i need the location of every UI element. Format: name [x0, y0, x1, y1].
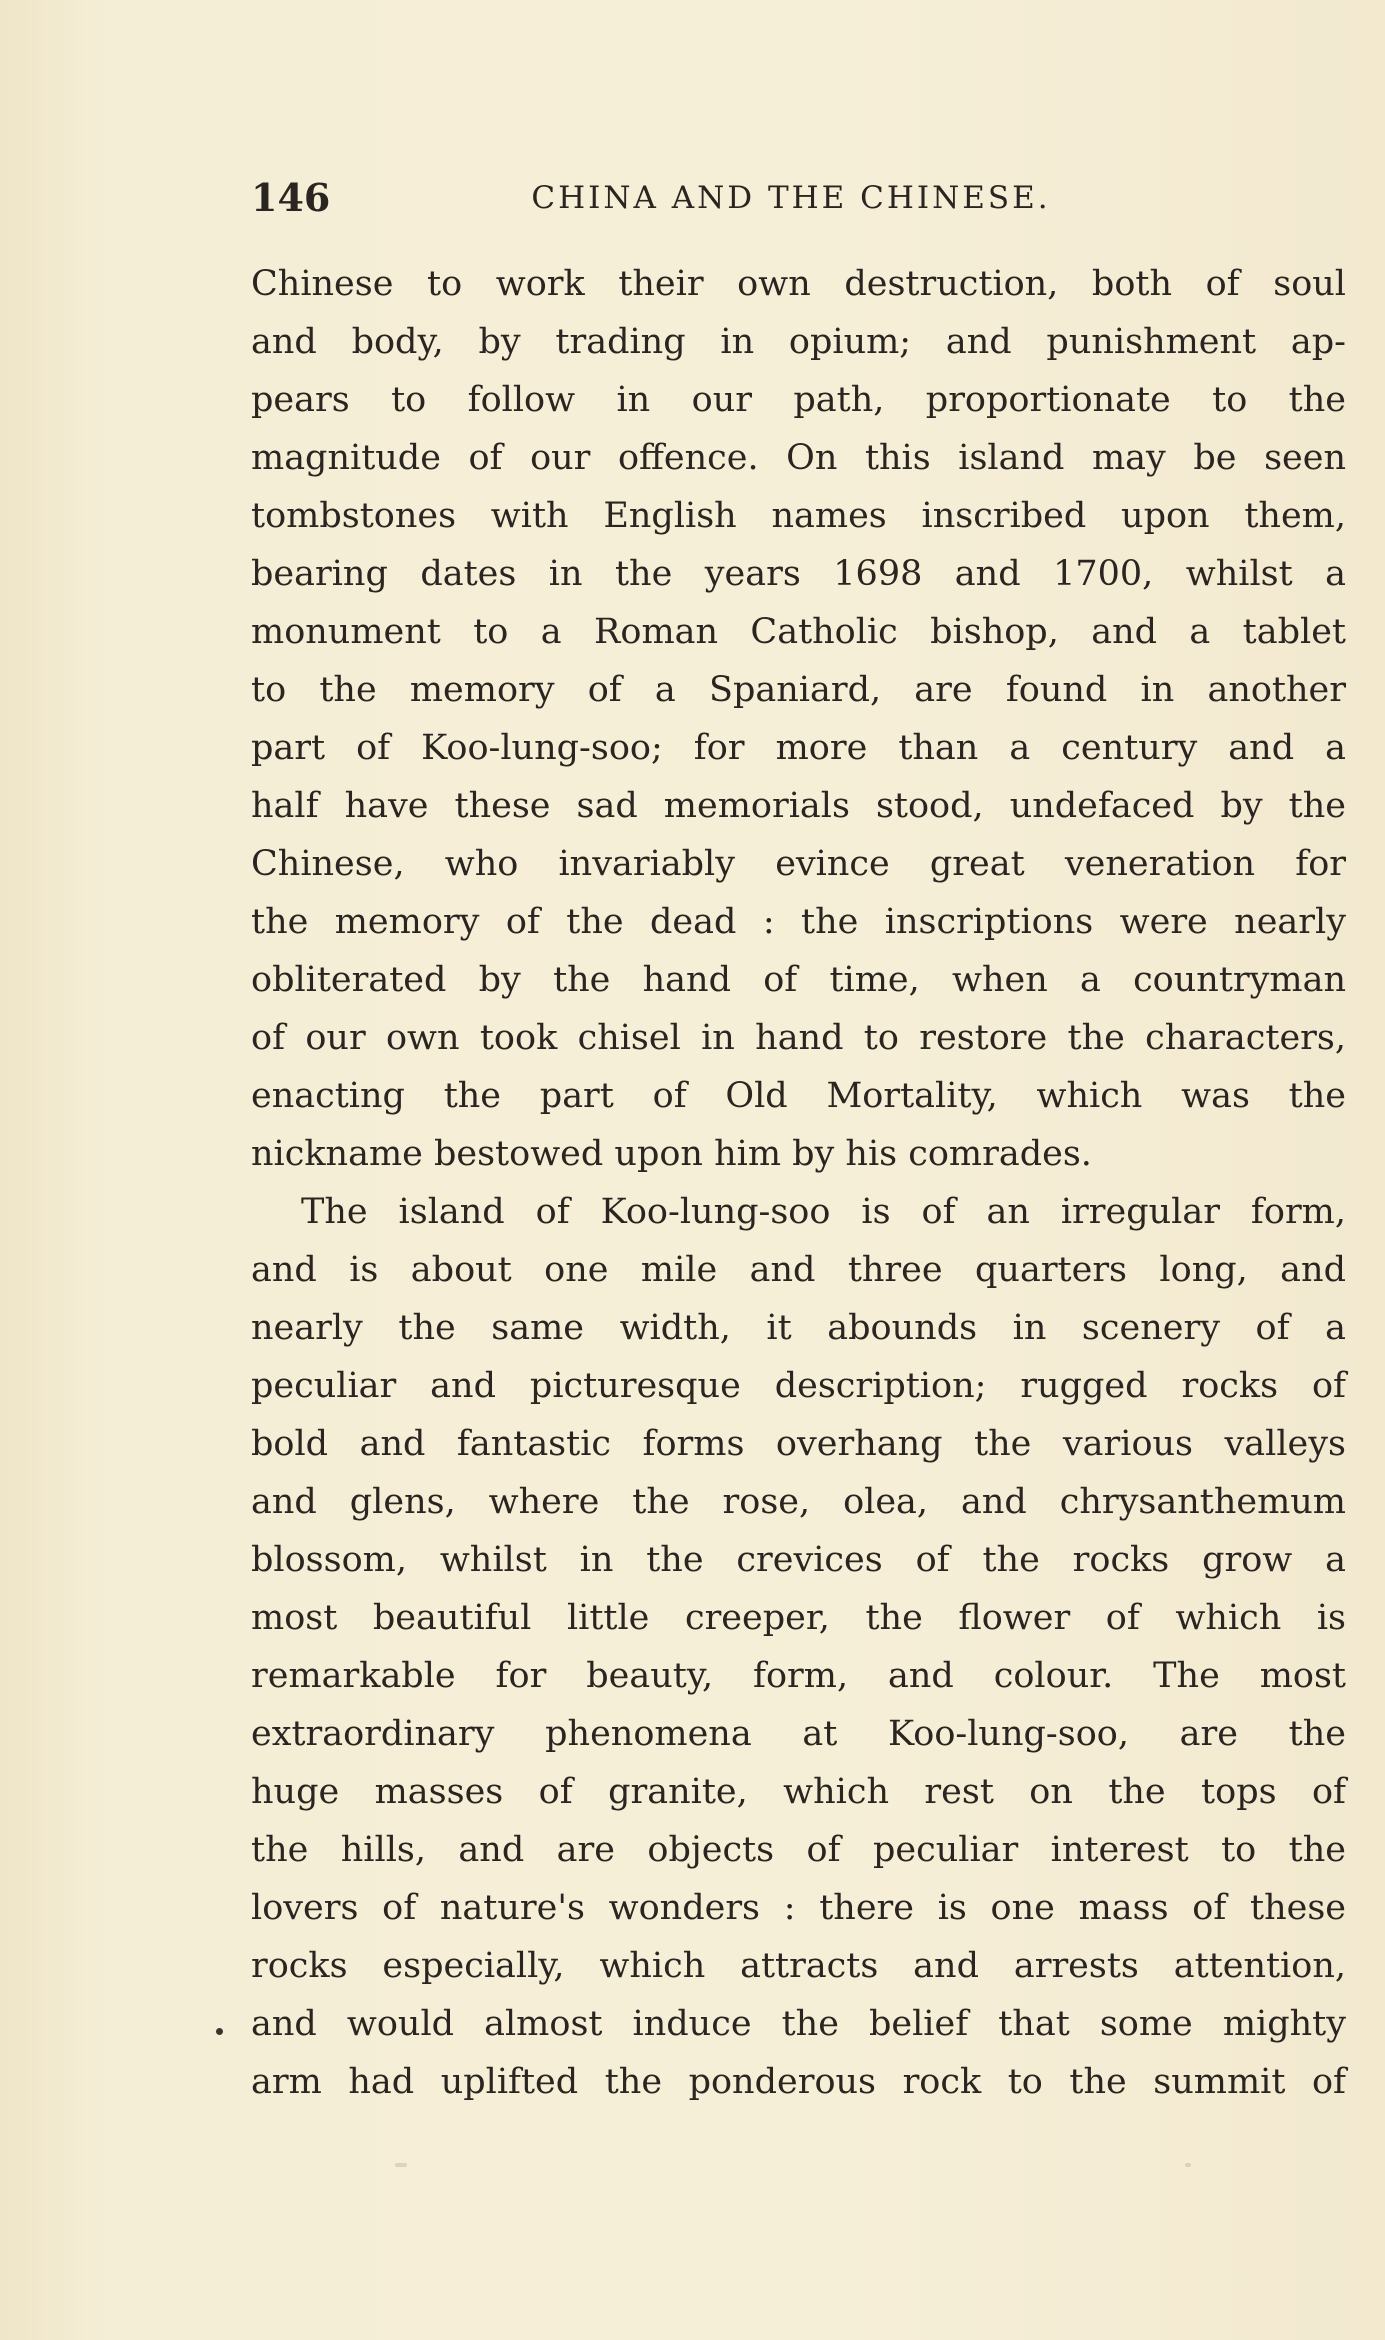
text-line: huge masses of granite, which rest on the tops of	[251, 1772, 1346, 1812]
text-line: to the memory of a Spaniard, are found in another	[251, 670, 1346, 710]
bleed-through-marks	[395, 2155, 1195, 2175]
text-line: enacting the part of Old Mortality, which was the	[251, 1076, 1346, 1116]
text-line: tombstones with English names inscribed upon them,	[251, 496, 1346, 536]
text-line: monument to a Roman Catholic bishop, and a tablet	[251, 612, 1346, 652]
text-line: remarkable for beauty, form, and colour. The most	[251, 1656, 1346, 1696]
text-line: of our own took chisel in hand to restore the characters,	[251, 1018, 1346, 1058]
body-text	[251, 255, 1346, 2111]
text-line: and body, by trading in opium; and punishment ap-	[251, 322, 1346, 362]
text-line: arm had uplifted the ponderous rock to the summit of	[251, 2062, 1346, 2102]
text-line: peculiar and picturesque description; rugged rocks of	[251, 1366, 1346, 1406]
margin-mark	[216, 2028, 223, 2035]
text-line: pears to follow in our path, proportionate to the	[251, 380, 1346, 420]
page-number: 146	[251, 175, 331, 220]
text-line: the hills, and are objects of peculiar interest to the	[251, 1830, 1346, 1870]
paragraph-start-line: The island of Koo-lung-soo is of an irregular form,	[301, 1192, 1346, 1232]
text-line: obliterated by the hand of time, when a countryman	[251, 960, 1346, 1000]
text-line: rocks especially, which attracts and arrests attention,	[251, 1946, 1346, 1986]
text-line: and glens, where the rose, olea, and chrysanthemum	[251, 1482, 1346, 1522]
text-line: magnitude of our offence. On this island may be seen	[251, 438, 1346, 478]
text-line: part of Koo-lung-soo; for more than a century and a	[251, 728, 1346, 768]
text-line: lovers of nature's wonders : there is one mass of these	[251, 1888, 1346, 1928]
text-line: the memory of the dead : the inscriptions were nearly	[251, 902, 1346, 942]
running-title: CHINA AND THE CHINESE.	[531, 180, 1051, 216]
text-line: Chinese, who invariably evince great veneration for	[251, 844, 1346, 884]
text-line: bold and fantastic forms overhang the various valleys	[251, 1424, 1346, 1464]
text-line: bearing dates in the years 1698 and 1700, whilst a	[251, 554, 1346, 594]
text-line: extraordinary phenomena at Koo-lung-soo, are the	[251, 1714, 1346, 1754]
text-line: and would almost induce the belief that some mighty	[251, 2004, 1346, 2044]
page-header	[251, 168, 1346, 228]
text-line: most beautiful little creeper, the flower of which is	[251, 1598, 1346, 1638]
text-line: half have these sad memorials stood, undefaced by the	[251, 786, 1346, 826]
text-line: nickname bestowed upon him by his comrades.	[251, 1134, 1092, 1174]
text-line: and is about one mile and three quarters long, and	[251, 1250, 1346, 1290]
text-line: Chinese to work their own destruction, both of soul	[251, 264, 1346, 304]
text-line: blossom, whilst in the crevices of the rocks grow a	[251, 1540, 1346, 1580]
text-line: nearly the same width, it abounds in scenery of a	[251, 1308, 1346, 1348]
